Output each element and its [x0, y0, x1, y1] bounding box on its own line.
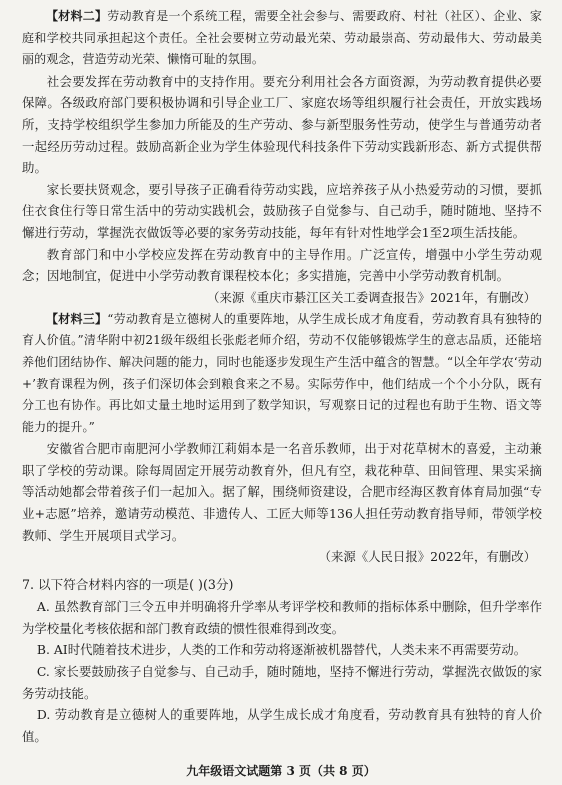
question-stem: 7. 以下符合材料内容的一项是( )(3分) — [22, 577, 234, 593]
option-c: C. 家长要鼓励孩子自觉参与、自己动手，随时随地，坚持不懈进行劳动，掌握洗衣做饭的家务劳动技能。 — [22, 664, 542, 701]
material3-paragraph-2: 安徽省合肥市南肥河小学教师江莉娟本是一名音乐教师，出于对花草树木的喜爱，主动兼职了学校的劳动课。除每周固定开展劳动教育外，但凡有空，栽花种草、田间管理、果实采摘等活动她都会带着孩子们一起加入。据了解，围绕师资建设，合肥市经海区教育体育局加强“专业+志愿”培养，邀请劳动模范、非遗传人、工匠大师等136人担任劳动教育指导师，带领学校教师、学生开展项目式学习。 — [22, 441, 542, 543]
option-b: B. AI时代随着技术进步，人类的工作和劳动将逐渐被机器替代，人类未来不再需要劳动。 — [36, 642, 527, 658]
material3-tag: 【材料三】 — [46, 311, 108, 326]
material2-paragraph-1: 【材料二】劳动教育是一个系统工程，需要全社会参与、需要政府、村社（社区）、企业、家庭和学校共同承担起这个责任。全社会要树立劳动最光荣、劳动最崇高、劳动最伟大、劳动最美丽的观念，营造劳动光荣、懒惰可耻的氛围。 — [22, 9, 542, 67]
material2-paragraph-3: 家长要扶贤观念，要引导孩子正确看待劳动实践，应培养孩子从小热爱劳动的习惯，要抓住衣食住行等日常生活中的劳动实践机会，鼓励孩子自觉参与、自己动手，随时随地、坚持不懈进行劳动，掌握洗衣做饭等必要的家务劳动技能，每年有针对性地学会1至2项生活技能。 — [22, 181, 542, 240]
material3-paragraph-1: 【材料三】“劳动教育是立德树人的重要阵地，从学生成长成才角度看，劳动教育具有独特的育人价值。”清华附中初21级年级组长张彪老师介绍，劳动不仅能够锻炼学生的意志品质，还能培养他们团结协作、解决问题的能力，同时也能逐步发现生产生活中蕴含的智慧。“以全年学农‘劳动+’教育课程为例，孩子们深切体会到粮食来之不易。实际劳作中，他们结成一个个小分队，既有分工也有协作。再比如丈量土地时运用到了数学知识，写观察日记的过程也有助于生物、语文等能力的提升。” — [22, 311, 542, 434]
material2-paragraph-4: 教育部门和中小学校应发挥在劳动教育中的主导作用。广泛宣传，增强中小学生劳动观念；因地制宜，促进中小学劳动教育课程校本化；多实措施，完善中小学劳动教育机制。 — [22, 246, 542, 284]
material3-source: （来源《人民日报》2022年，有删改） — [318, 549, 536, 565]
material2-tag: 【材料二】 — [46, 9, 108, 23]
option-d: D. 劳动教育是立德树人的重要阵地，从学生成长成才角度看，劳动教育具有独特的育人价值。 — [22, 707, 542, 744]
option-a: A. 虽然教育部门三令五申并明确将升学率从考评学校和教师的指标体系中删除，但升学率作为学校量化考核依据和部门教育政绩的惯性很难得到改变。 — [22, 599, 542, 636]
material2-paragraph-2: 社会要发挥在劳动教育中的支持作用。要充分利用社会各方面资源，为劳动教育提供必要保障。各级政府部门要积极协调和引导企业工厂、家庭农场等组织履行社会责任，开放实践场所，支持学校组织学生参加力所能及的生产劳动、参与新型服务性劳动，使学生与普通劳动者一起经历劳动过程。鼓励高新企业为学生体验现代科技条件下劳动实践新形态、新方式提供帮助。 — [22, 73, 542, 176]
material2-source: （来源《重庆市綦江区关工委调查报告》2021年，有删改） — [207, 289, 536, 305]
page-footer: 九年级语文试题第 3 页（共 8 页） — [186, 764, 376, 778]
